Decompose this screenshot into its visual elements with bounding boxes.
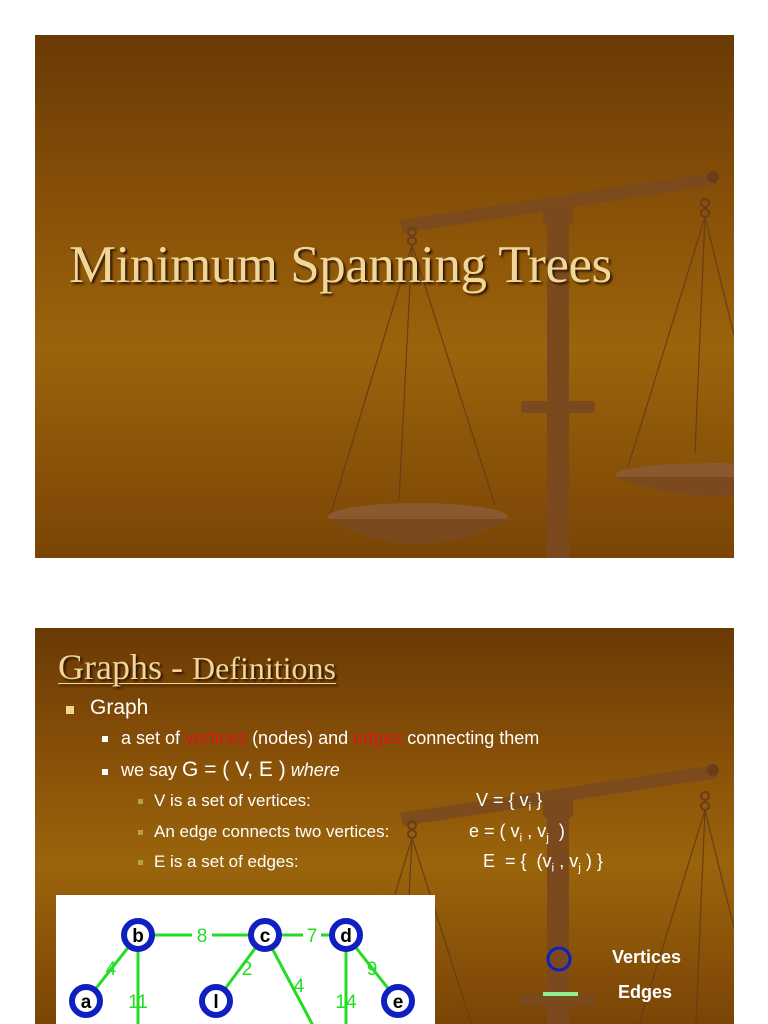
bullet-square bbox=[102, 769, 108, 775]
legend-edge-icon bbox=[543, 992, 578, 996]
bullet-square bbox=[138, 860, 143, 865]
weight-ab: 4 bbox=[105, 959, 117, 980]
graph-diagram bbox=[56, 895, 435, 1024]
v-formula: V = { $v_i$ } bbox=[476, 790, 543, 814]
weight-dl: 14 bbox=[335, 992, 357, 1013]
g-expression: G = ( V, E ) bbox=[182, 758, 286, 781]
title-slide bbox=[35, 35, 734, 558]
bullet-square bbox=[102, 736, 108, 742]
eset-formula: E = { ($v_i$ , $v_j$ ) } bbox=[483, 851, 603, 875]
graph-figure bbox=[56, 895, 435, 1024]
e-definition: An edge connects two vertices: bbox=[154, 822, 390, 841]
weight-de: 9 bbox=[366, 959, 378, 980]
weight-cd: 7 bbox=[306, 926, 318, 947]
slide-title bbox=[58, 646, 336, 688]
legend-vertex-icon bbox=[548, 948, 570, 970]
bullet-square bbox=[138, 799, 143, 804]
edges-term: edges bbox=[353, 728, 403, 748]
slide-title: Minimum Spanning Trees bbox=[69, 236, 612, 294]
weight-ce: 4 bbox=[293, 976, 305, 997]
node-a-label: a bbox=[80, 992, 92, 1013]
title-sub: Definitions bbox=[191, 650, 336, 686]
weight-bc: 8 bbox=[196, 926, 208, 947]
bullet-graph: Graph bbox=[90, 696, 149, 719]
node-d-label: d bbox=[340, 926, 352, 947]
weight-cl: 2 bbox=[241, 959, 253, 980]
balance-scale-illustration bbox=[35, 35, 734, 558]
legend-edges: Edges bbox=[618, 982, 673, 1002]
bullet-square bbox=[138, 830, 143, 835]
node-b-label: b bbox=[132, 926, 144, 947]
legend-vertices: Vertices bbox=[612, 947, 682, 967]
title-main: Graphs - bbox=[58, 647, 192, 687]
e-formula: e = ( $v_i$ , $v_j$ ) bbox=[469, 821, 565, 845]
we-say-line: we say G = ( V, E ) where bbox=[121, 758, 340, 781]
vertices-term: vertices bbox=[185, 728, 248, 748]
node-l-label: l bbox=[213, 992, 219, 1013]
definition-line: a set of vertices (nodes) and edges connecting them bbox=[121, 728, 540, 748]
node-e-label: e bbox=[392, 992, 404, 1013]
weight-bl: 11 bbox=[128, 992, 148, 1013]
definitions-slide bbox=[35, 628, 734, 1024]
node-c-label: c bbox=[259, 926, 271, 947]
eset-definition: E is a set of edges: bbox=[154, 852, 299, 871]
bullet-square bbox=[66, 706, 74, 714]
v-definition: V is a set of vertices: bbox=[154, 791, 311, 810]
legend-symbols bbox=[543, 944, 583, 1004]
